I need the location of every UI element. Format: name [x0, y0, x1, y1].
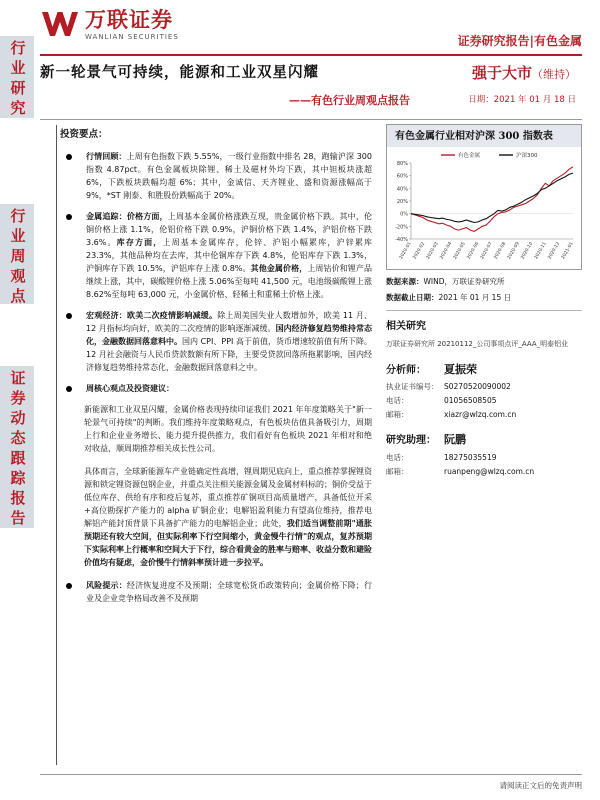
logo-chinese-name: 万联证券 [85, 8, 173, 32]
industry-rating [472, 62, 576, 85]
chart-x-tick-label: 2020-09 [506, 241, 521, 261]
bullet-bold-text: 库存方面， [116, 238, 163, 248]
title-divider [40, 119, 582, 120]
bullet-text: 除上周美国失业人数增加外，欧美 11 月、12 月指标均向好，欧美的二次疫情的影响逐渐减缓。 [86, 311, 373, 334]
bullet-dot-icon [66, 386, 72, 392]
right-divider [386, 310, 582, 311]
bullet-label: 金属追踪： [86, 212, 127, 222]
bullet-metal-tracking [56, 210, 376, 301]
chart-x-tick-label: 2020-06 [466, 241, 481, 261]
bullet-bold-text: 欧美二次疫情影响减缓。 [127, 311, 218, 321]
report-date: 日期：2021 年 01 月 18 日 [468, 95, 576, 105]
analyst-header [386, 362, 582, 379]
analyst-email-row [386, 409, 582, 420]
page-header [0, 0, 600, 58]
rating-status: （维持） [532, 68, 576, 81]
info-value: 01056508505 [444, 396, 497, 405]
chart-y-tick-label: -20% [395, 224, 408, 231]
logo-english-name: WANLIAN SECURITIES [85, 33, 179, 41]
chart-y-tick-label: 20% [396, 199, 408, 205]
sidebar-label-industry-research: 行业研究 [10, 39, 26, 117]
paragraph-bold-text: 我们适当调整前期"通胀预期还有较大空间，但实际利率下行空间缩小，黄金慢牛行情"的观点，复苏预期下实际利率上行概率和空间大于下行，综合看黄金的胜率与赔率、收益分数和避险价值均有疑虑，金价慢牛行情斜率预计进一步拉平。 [84, 519, 372, 568]
bullet-dot-icon [66, 583, 72, 589]
bullet-text: 上周钴价和锂产品继续上涨，其中，碳酸锂价格上涨 5.06%至每吨 41,500 元，电池级碳酸锂上涨 8.62%至每吨 63,000 元，小金属价格、轻稀土和重稀土价格上涨。 [86, 264, 373, 300]
summary-heading: 投资要点： [60, 129, 108, 140]
bullet-macro-economy [56, 309, 376, 374]
chart-y-tick-label: 40% [396, 186, 408, 193]
chart-x-tick-label: 2021-01 [560, 241, 575, 261]
data-source-value: WIND，万联证券研究所 [423, 277, 505, 286]
chart-x-tick-label: 2020-11 [533, 241, 548, 261]
chart-y-tick-label: 0% [400, 211, 408, 218]
analyst-role: 分析师： [386, 364, 426, 376]
bullet-text: 上周有色指数下跌 5.55%，一级行业指数中排名 28，跑输沪深 300 指数 4.87pct。有色金属板块除锂、稀土及磁材外均下跌，其中钽板块涨超 6%，下跌板块跌幅均超 6%；其中，金诚信、天齐锂业、盛和资源涨幅高于 9%，*ST 刚泰、和胜股份跌幅高于 20%。 [86, 152, 372, 201]
rating-value: 强于大市 [471, 64, 532, 82]
chart-x-tick-label: 2020-07 [479, 241, 494, 261]
bullet-market-review [56, 150, 376, 202]
data-cutoff-value: 2021 年 01 月 15 日 [438, 293, 512, 303]
chart-x-tick-label: 2020-01 [398, 241, 413, 261]
assistant-name: 阮鹏 [444, 433, 466, 446]
paragraph-text: 具体而言，全球新能源车产业链确定性高增，锂周期见底向上，重点推荐掌握锂资源和锁定锂资源包钢企业，并重点关注相关能源金属及金属材料标的；铜价受益于低位库存、供给有序和疫后复苏，重点推荐矿铜项目高质量增产，具备低位开采+高位勘探扩产能力的 alpha 矿铜企业；电解铝盈利能力有望高位维持，推荐电解铝产能封顶背景下具备扩产能力的电解铝企业；此处， [84, 467, 372, 529]
info-label: 电话： [386, 452, 409, 462]
chart-series-line-csi300 [411, 173, 573, 222]
chart-x-tick-label: 2020-03 [425, 241, 440, 261]
footer-disclaimer-note: 请阅读正文后的免责声明 [499, 781, 582, 790]
chart-canvas [387, 147, 581, 269]
chart-y-tick-label: 80% [396, 161, 408, 167]
analyst-cert-row [386, 381, 582, 392]
info-label: 电话： [386, 396, 409, 405]
chart-title: 有色金属行业相对沪深 300 指数表 [395, 130, 553, 142]
chart-x-tick-label: 2020-12 [547, 241, 562, 261]
assistant-email-row [386, 466, 582, 477]
chart-legend-label: 有色金属 [458, 153, 481, 159]
bullet-bold-text: 其他金属价格， [250, 264, 308, 274]
analyst-name: 夏振荣 [444, 362, 477, 376]
chart-x-tick-label: 2020-02 [412, 241, 427, 261]
wanlian-logo-icon [40, 8, 80, 40]
chart-title-bar [387, 125, 581, 147]
chart-legend-label: 沪深300 [516, 153, 538, 159]
bullet-core-view [56, 382, 376, 395]
bullet-label: 周核心观点及投资建议： [86, 384, 174, 394]
chart-x-tick-label: 2020-08 [493, 241, 508, 261]
bullet-text: 经济恢复进度不及预期；全球宽松货币政策转向；金属价格下降；行业及企业竞争格局改善不及预期 [86, 581, 373, 604]
info-value: S0270520090002 [444, 382, 511, 391]
info-value: 18275035519 [444, 452, 497, 462]
related-research-item[interactable]: 万联证券研究所 20210112_公司事项点评_AAA_明泰铝业 [386, 339, 569, 348]
bullet-dot-icon [66, 154, 72, 160]
report-main-title: 新一轮景气可持续，能源和工业双星闪耀 [40, 64, 319, 81]
chart-y-tick-label: -40% [395, 237, 408, 243]
bullet-bold-text: 价格方面， [126, 212, 168, 222]
related-research-title: 相关研究 [386, 320, 426, 332]
header-divider [40, 54, 582, 56]
bullet-text: 国内 CPI、PPI 高于前值，货币增速较前值有所下降。12 月社会融资与人民币贷款数额有所下降，主要受贷款回落所拖累影响，国内经济修复趋势维持常态化，金融数据回落意料之中。 [86, 337, 372, 373]
info-label: 邮箱： [386, 466, 409, 476]
data-source-label: 数据来源： [386, 277, 424, 286]
report-type-label: 证券研究报告|有色金属 [457, 34, 582, 48]
report-subtitle: ——有色行业周观点报告 [289, 94, 410, 107]
left-sidebar [0, 0, 36, 800]
core-view-paragraph-1: 新能源和工业双星闪耀，金属价格表现持续印证我们 2021 年年度策略关于"新一轮景气可持续"的判断。我们维持年度策略观点，有色板块估值具备吸引力，周期上行和企业业务增长、能力提升提供推力，我们看好有色板块 2021 年相对和绝对收益，顺周期推荐相关成长性公司。 [84, 405, 372, 454]
chart-y-tick-label: 60% [396, 173, 408, 180]
bullet-label: 风险提示： [86, 581, 127, 591]
bullet-label: 行情回顾： [86, 152, 127, 162]
sidebar-label-dynamic-report: 证券动态跟踪报告 [10, 369, 26, 527]
bullet-label: 宏观经济： [86, 311, 127, 321]
info-label: 执业证书编号： [386, 382, 439, 391]
chart-series-line-nonferrous [411, 167, 573, 232]
footer-divider [40, 774, 582, 775]
bullet-dot-icon [66, 313, 72, 319]
assistant-header [386, 432, 582, 449]
assistant-role: 研究助理： [386, 435, 436, 446]
chart-data-source [386, 276, 582, 287]
relative-performance-chart [386, 124, 582, 270]
analyst-email-link[interactable]: xiazr@wlzq.com.cn [444, 410, 517, 419]
core-view-paragraph-2 [56, 465, 376, 569]
bullet-dot-icon [66, 214, 72, 220]
chart-x-tick-label: 2020-04 [439, 241, 454, 261]
chart-x-tick-label: 2020-10 [520, 241, 535, 261]
chart-data-cutoff [386, 292, 582, 303]
company-logo [40, 8, 179, 42]
right-column [386, 124, 582, 477]
data-cutoff-label: 数据截止日期： [386, 293, 439, 303]
bullet-text: 上周基本金属价格涨跌互现，贵金属价格下跌。其中，伦铜价格上涨 1.1%，伦铝价格下跌 0.9%，沪铜价格下跌 1.4%，沪铝价格下跌 3.6%。 [86, 212, 373, 248]
bullet-text: 上周基本金属库存，伦锌、沪铝小幅累库，沪锌累库 23.3%，其他品种均在去库，其中伦铜库存下跌 4.8%，伦铝库存下跌 1.3%，沪铜库存下跌 10.5%，沪铝库存上涨 0.8%。 [86, 238, 373, 274]
bullet-bold-text: 国内经济修复趋势维持常态化，金融数据回落意料中。 [86, 324, 372, 347]
investment-summary [56, 124, 376, 790]
assistant-phone-row [386, 452, 582, 463]
analyst-phone-row [386, 395, 582, 406]
assistant-email-link[interactable]: ruanpeng@wlzq.com.cn [444, 466, 535, 476]
chart-x-tick-label: 2020-05 [452, 241, 467, 261]
bullet-risk-warning [56, 579, 376, 605]
info-label: 邮箱： [386, 410, 409, 419]
title-area [40, 60, 582, 118]
sidebar-label-weekly-view: 行业周观点 [10, 207, 26, 305]
